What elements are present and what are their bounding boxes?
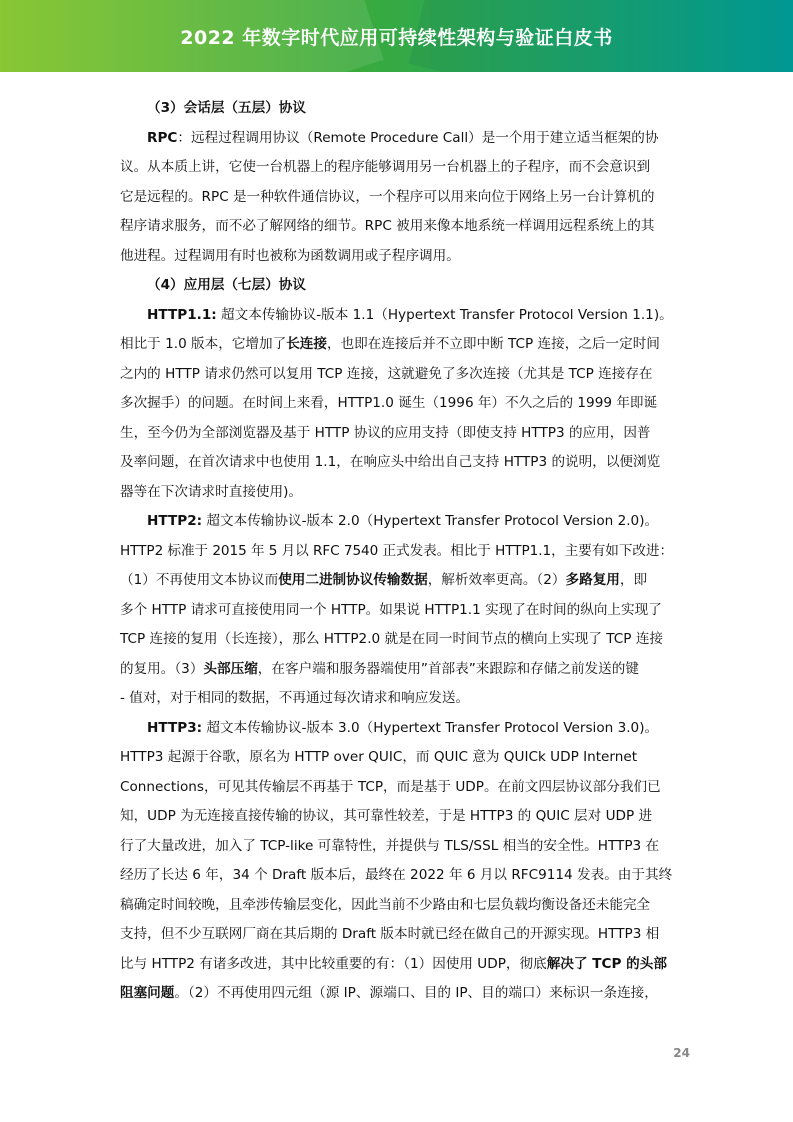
text-run: 。（2）不再使用四元组（源 IP、源端口、目的 IP、目的端口）来标识一条连接， [174,985,658,1001]
text-line [120,655,673,685]
bold-text: 多路复用 [565,572,620,588]
text-run: 生，至今仍为全部浏览器及基于 HTTP 协议的应用支持（即使支持 HTTP3 的应用，因普 [120,424,651,441]
text-line [120,920,673,950]
text-run: 多个 HTTP 请求可直接使用同一个 HTTP。如果说 HTTP1.1 实现了在时间的纵向上实现了 [120,601,662,618]
bold-text: 使用二进制协议传输数据 [278,572,428,588]
text-line [120,625,673,655]
text-line [120,891,673,921]
text-line [120,389,673,419]
text-run: 经历了长达 6 年，34 个 Draft 版本后，最终在 2022 年 6 月以 RFC9114 发表。由于其终 [120,867,673,883]
text-line [120,301,673,331]
text-line [120,478,673,508]
bold-text: 长连接 [286,336,327,352]
text-run: ，在客户端和服务器端使用”首部表”来跟踪和存储之前发送的键 [257,660,639,677]
text-run: ：远程过程调用协议（Remote Procedure Call）是一个用于建立适当框架的协 [177,129,659,146]
text-line [120,861,673,891]
text-run: 比与 HTTP2 有诸多改进，其中比较重要的有：（1）因使用 UDP，彻底 [120,955,547,972]
text-line [120,153,673,183]
bold-text: HTTP3: [147,719,203,736]
text-line [120,596,673,626]
text-run: ，解析效率更高。（2） [427,572,566,588]
bold-text: HTTP1.1: [147,306,217,323]
text-run: 议。从本质上讲，它使一台机器上的程序能够调用另一台机器上的子程序，而不会意识到 [120,159,651,175]
bold-text: 阻塞问题 [120,985,175,1001]
text-line [120,566,673,596]
bold-text: （3）会话层（五层）协议 [147,100,306,116]
section-heading [120,271,673,301]
text-run: 他进程。过程调用有时也被称为函数调用或子程序调用。 [120,247,460,264]
text-line [120,124,673,154]
page-number: 24 [673,1046,690,1060]
text-line [120,743,673,773]
bold-text: RPC [147,129,178,146]
document-title: 2022 年数字时代应用可持续性架构与验证白皮书 [180,27,613,49]
bold-text: （4）应用层（七层）协议 [147,277,306,293]
text-run: 它是远程的。RPC 是一种软件通信协议，一个程序可以用来向位于网络上另一台计算机的 [120,188,655,205]
section-heading [120,94,673,124]
text-line [120,448,673,478]
text-line [120,212,673,242]
text-line [120,242,673,272]
text-line [120,802,673,832]
text-run: 多次握手）的问题。在时间上来看，HTTP1.0 诞生（1996 年）不久之后的 1999 年即诞 [120,395,658,411]
text-line [120,183,673,213]
text-run: 器等在下次请求时直接使用)。 [120,483,303,500]
text-line [120,714,673,744]
bold-text: 解决了 TCP 的头部 [546,955,667,972]
text-run: Connections，可见其传输层不再基于 TCP，而是基于 UDP。在前文四层协议部分我们已 [120,778,661,795]
text-line [120,419,673,449]
text-run: 稿确定时间较晚，且牵涉传输层变化，因此当前不少路由和七层负载均衡设备还未能完全 [120,896,651,913]
text-line [120,360,673,390]
text-run: HTTP3 起源于谷歌，原名为 HTTP over QUIC，而 QUIC 意为 QUICk UDP Internet [120,749,638,765]
text-run: TCP 连接的复用（长连接），那么 HTTP2.0 就是在同一时间节点的横向上实现了 TCP 连接 [120,631,664,647]
text-run: （1）不再使用文本协议而 [120,572,279,588]
text-line [120,507,673,537]
text-run: 程序请求服务，而不必了解网络的细节。RPC 被用来像本地系统一样调用远程系统上的其 [120,218,655,234]
text-line [120,950,673,980]
text-line [120,684,673,714]
text-line [120,537,673,567]
text-line [120,330,673,360]
text-run: 及率问题，在首次请求中也使用 1.1，在响应头中给出自己支持 HTTP3 的说明，以便浏览 [120,454,661,470]
bold-text: HTTP2: [147,513,203,529]
text-run: 的复用。（3） [120,660,204,677]
text-run: - 值对，对于相同的数据，不再通过每次请求和响应发送。 [120,690,470,706]
text-run: ，也即在连接后并不立即中断 TCP 连接，之后一定时间 [326,336,660,352]
text-run: 超文本传输协议-版本 2.0（Hypertext Transfer Protocol Version 2.0)。 [202,513,659,529]
text-run: 相比于 1.0 版本，它增加了 [120,336,287,352]
text-run: 超文本传输协议-版本 1.1（Hypertext Transfer Protocol Version 1.1)。 [216,306,673,323]
text-run: HTTP2 标准于 2015 年 5 月以 RFC 7540 正式发表。相比于 HTTP1.1，主要有如下改进： [120,542,673,559]
text-run: 之内的 HTTP 请求仍然可以复用 TCP 连接，这就避免了多次连接（尤其是 TCP 连接存在 [120,365,653,382]
text-run: 知，UDP 为无连接直接传输的协议，其可靠性较差，于是 HTTP3 的 QUIC 层对 UDP 进 [120,808,653,824]
text-line [120,832,673,862]
text-run: ，即 [619,572,648,588]
body-text [120,94,673,1009]
header-banner [0,0,793,72]
text-run: 超文本传输协议-版本 3.0（Hypertext Transfer Protocol Version 3.0)。 [202,719,659,736]
text-run: 支持，但不少互联网厂商在其后期的 Draft 版本时就已经在做自己的开源实现。HTTP3 相 [120,926,660,942]
text-line [120,979,673,1009]
text-run: 行了大量改进，加入了 TCP-like 可靠特性，并提供与 TLS/SSL 相当的安全性。HTTP3 在 [120,837,660,854]
text-line [120,773,673,803]
bold-text: 头部压缩 [203,660,258,677]
